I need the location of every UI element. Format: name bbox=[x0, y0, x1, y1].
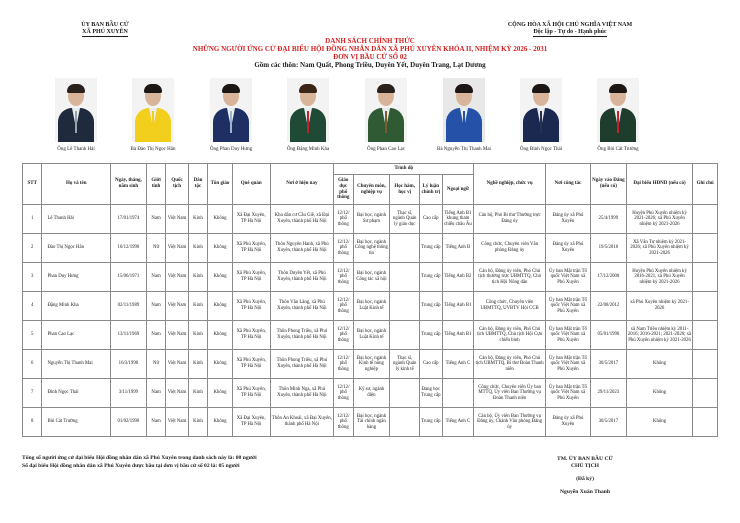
cell-delegate: Không bbox=[626, 408, 693, 437]
cell-workplace: Ủy ban Mặt trận Tổ quốc Việt Nam xã Phú Xuyên bbox=[545, 292, 590, 321]
table-row bbox=[23, 205, 718, 234]
cell-delegate: Huyện Phú Xuyên nhiệm kỳ 2016-2021, xã Phú Xuyên nhiệm kỳ 2021-2026 bbox=[626, 263, 693, 292]
cell-note bbox=[693, 205, 718, 234]
cell-gender: Nam bbox=[146, 379, 165, 408]
cell-note bbox=[693, 263, 718, 292]
cell-language: Tiếng Anh B1 bbox=[442, 292, 474, 321]
cell-specialty: Đại học, ngành Công nghệ thông tin bbox=[353, 234, 390, 263]
cell-note bbox=[693, 292, 718, 321]
cell-workplace: Đảng ủy xã Phú Xuyên bbox=[545, 205, 590, 234]
title-line3: ĐƠN VỊ BẦU CỬ SỐ 02 bbox=[333, 53, 407, 61]
cell-workplace: Đảng ủy xã Phú Xuyên bbox=[545, 408, 590, 437]
cell-language: Tiếng Anh C bbox=[442, 350, 474, 379]
candidate-caption: Bà Đào Thị Ngọc Hân bbox=[130, 147, 176, 152]
cell-gender: Nam bbox=[146, 408, 165, 437]
issuer-line1: ỦY BAN BẦU CỬ bbox=[81, 22, 129, 28]
cell-general-edu: 12/12/ phổ thông bbox=[334, 205, 353, 234]
cell-name: Lê Thanh Hải bbox=[42, 205, 111, 234]
cell-delegate: xã Phú Xuyên nhiệm kỳ 2021-2026 bbox=[626, 292, 693, 321]
cell-residence: Thôn Văn Lãng, xã Phú Xuyên, thành phố Hà Nội bbox=[270, 292, 333, 321]
header-religion: Tôn giáo bbox=[208, 164, 233, 205]
cell-specialty: Đại học, ngành Kinh tế nông nghiệp bbox=[353, 350, 390, 379]
summary-elected: Số đại biểu Hội đồng nhân dân xã Phú Xuyên được bầu tại đơn vị bầu cử số 02 là: 05 người bbox=[22, 462, 240, 469]
national-title: CỘNG HÒA XÃ HỘI CHỦ NGHĨA VIỆT NAM bbox=[507, 22, 633, 28]
candidate-card bbox=[501, 78, 581, 152]
cell-stt: 6 bbox=[23, 350, 42, 379]
signature-name: Nguyễn Xuân Thanh bbox=[560, 489, 610, 495]
cell-gender: Nữ bbox=[146, 350, 165, 379]
cell-specialty: Đại học, ngành Công tác xã hội bbox=[353, 263, 390, 292]
signature-block bbox=[520, 456, 650, 496]
cell-hometown: Xã Đại Xuyên, TP Hà Nội bbox=[232, 408, 270, 437]
national-motto: Độc lập - Tự do - Hạnh phúc bbox=[533, 29, 607, 35]
candidate-photo bbox=[597, 78, 639, 142]
cell-stt: 8 bbox=[23, 408, 42, 437]
cell-hometown: Xã Phú Xuyên, TP Hà Nội bbox=[232, 350, 270, 379]
table-row bbox=[23, 350, 718, 379]
national-header bbox=[470, 22, 670, 37]
cell-name: Bùi Cát Trường bbox=[42, 408, 111, 437]
cell-residence: Thôn Phong Triều, xã Phú Xuyên, thành phố Hà Nội bbox=[270, 350, 333, 379]
cell-nationality: Việt Nam bbox=[166, 321, 189, 350]
title-line1: DANH SÁCH CHÍNH THỨC bbox=[325, 37, 415, 45]
cell-political: Cao cấp bbox=[420, 350, 443, 379]
cell-name: Đào Thị Ngọc Hân bbox=[42, 234, 111, 263]
cell-stt: 2 bbox=[23, 234, 42, 263]
cell-language: Tiếng Anh B bbox=[442, 234, 474, 263]
cell-party-date: 29/11/2023 bbox=[590, 379, 626, 408]
cell-general-edu: 12/12/ phổ thông bbox=[334, 379, 353, 408]
summary bbox=[22, 455, 257, 470]
table-row bbox=[23, 234, 718, 263]
cell-political: Trung cấp bbox=[420, 408, 443, 437]
header-general-edu: Giáo dục phổ thông bbox=[334, 175, 353, 205]
cell-workplace: Ủy ban Mặt trận Tổ quốc Việt Nam xã Phú Xuyên bbox=[545, 263, 590, 292]
header-gender: Giới tính bbox=[146, 164, 165, 205]
cell-political: Trung cấp bbox=[420, 292, 443, 321]
header-nationality: Quốc tịch bbox=[166, 164, 189, 205]
cell-ethnicity: Kinh bbox=[188, 205, 207, 234]
header-hometown: Quê quán bbox=[232, 164, 270, 205]
cell-stt: 7 bbox=[23, 379, 42, 408]
cell-dob: 01/02/1990 bbox=[111, 408, 147, 437]
cell-specialty: Đại học, ngành Sư phạm bbox=[353, 205, 390, 234]
cell-residence: Thôn Minh Nga, xã Phú Xuyên, thành phố Hà Nội bbox=[270, 379, 333, 408]
cell-residence: Thôn Duyên Yết, xã Phú Xuyên, thành phố Hà Nội bbox=[270, 263, 333, 292]
header-stt: STT bbox=[23, 164, 42, 205]
header-specialty: Chuyên môn, nghiệp vụ bbox=[353, 175, 390, 205]
cell-religion: Không bbox=[208, 408, 233, 437]
candidate-card bbox=[36, 78, 116, 152]
cell-language: Tiếng Anh B1 khung tham chiếu châu Âu bbox=[442, 205, 474, 234]
table-row bbox=[23, 408, 718, 437]
cell-gender: Nam bbox=[146, 321, 165, 350]
cell-party-date: 22/08/2012 bbox=[590, 292, 626, 321]
cell-ethnicity: Kinh bbox=[188, 379, 207, 408]
cell-delegate: Xã Văn Tự nhiệm kỳ 2021-2026; xã Phú Xuyên nhiệm kỳ 2021-2026 bbox=[626, 234, 693, 263]
cell-occupation: Công chức, Chuyên viên UBMTTQ, UVBTV Hội CCB bbox=[474, 292, 546, 321]
cell-degree bbox=[390, 379, 420, 408]
cell-language: Tiếng Anh B1 bbox=[442, 321, 474, 350]
cell-general-edu: 12/12/ phổ thông bbox=[334, 321, 353, 350]
cell-specialty: Đại học, ngành Luật Kinh tế bbox=[353, 292, 390, 321]
cell-ethnicity: Kinh bbox=[188, 321, 207, 350]
candidate-photo bbox=[287, 78, 329, 142]
cell-language: Tiếng Anh B2 bbox=[442, 263, 474, 292]
cell-degree: Thạc sĩ, ngành Quản lý giáo dục bbox=[390, 205, 420, 234]
cell-workplace: Ủy ban Mặt trận Tổ quốc Việt Nam xã Phú Xuyên bbox=[545, 350, 590, 379]
header-language: Ngoại ngữ bbox=[442, 175, 474, 205]
cell-delegate: xã Nam Triều nhiệm kỳ 2011-2016; 2016-2021; 2021-2026; xã Phú Xuyên nhiệm kỳ 2021-2026 bbox=[626, 321, 693, 350]
cell-degree bbox=[390, 321, 420, 350]
cell-gender: Nam bbox=[146, 263, 165, 292]
header-political: Lý luận chính trị bbox=[420, 175, 443, 205]
cell-nationality: Việt Nam bbox=[166, 205, 189, 234]
cell-ethnicity: Kinh bbox=[188, 263, 207, 292]
cell-religion: Không bbox=[208, 234, 233, 263]
cell-residence: Thôn Nguyên Hanh, xã Phú Xuyên, thành phố Hà Nội bbox=[270, 234, 333, 263]
cell-stt: 3 bbox=[23, 263, 42, 292]
cell-delegate: Không bbox=[626, 350, 693, 379]
signature-status: (Đã ký) bbox=[576, 476, 594, 482]
cell-name: Phan Duy Hưng bbox=[42, 263, 111, 292]
cell-gender: Nam bbox=[146, 205, 165, 234]
signature-org: TM. ỦY BAN BẦU CỬ bbox=[557, 456, 613, 462]
cell-religion: Không bbox=[208, 379, 233, 408]
issuer-line2: XÃ PHÚ XUYÊN bbox=[82, 29, 128, 35]
cell-specialty: Đại học, ngành Luật Kinh tế bbox=[353, 321, 390, 350]
cell-note bbox=[693, 379, 718, 408]
cell-nationality: Việt Nam bbox=[166, 292, 189, 321]
cell-nationality: Việt Nam bbox=[166, 379, 189, 408]
candidate-card bbox=[346, 78, 426, 152]
header-party-date: Ngày vào Đảng (nếu có) bbox=[590, 164, 626, 205]
cell-party-date: 25/4/1999 bbox=[590, 205, 626, 234]
candidate-photos bbox=[0, 78, 740, 160]
cell-party-date: 19/5/2016 bbox=[590, 234, 626, 263]
title-line2: NHỮNG NGƯỜI ỨNG CỬ ĐẠI BIỂU HỘI ĐỒNG NHÂN DÂN XÃ PHÚ XUYÊN KHÓA II, NHIỆM KỲ 2026 - 2031 bbox=[192, 45, 548, 53]
header-name: Họ và tên bbox=[42, 164, 111, 205]
cell-religion: Không bbox=[208, 263, 233, 292]
cell-dob: 16/12/1990 bbox=[111, 234, 147, 263]
cell-dob: 02/11/1989 bbox=[111, 292, 147, 321]
candidate-card bbox=[113, 78, 193, 152]
cell-language bbox=[442, 379, 474, 408]
cell-ethnicity: Kinh bbox=[188, 292, 207, 321]
cell-dob: 3/11/1999 bbox=[111, 379, 147, 408]
candidate-photo bbox=[132, 78, 174, 142]
cell-name: Phan Cao Lạc bbox=[42, 321, 111, 350]
cell-degree bbox=[390, 263, 420, 292]
cell-nationality: Việt Nam bbox=[166, 408, 189, 437]
candidate-caption: Ông Đặng Minh Kha bbox=[286, 147, 330, 152]
cell-degree bbox=[390, 234, 420, 263]
cell-residence: Khu dân cư Cầu Giẽ, xã Đại Xuyên, thành phố Hà Nội bbox=[270, 205, 333, 234]
cell-general-edu: 12/12/ phổ thông bbox=[334, 292, 353, 321]
cell-gender: Nam bbox=[146, 292, 165, 321]
cell-occupation: Cán bộ, Phó Bí thư Thường trực Đảng ủy bbox=[474, 205, 546, 234]
cell-note bbox=[693, 234, 718, 263]
cell-religion: Không bbox=[208, 292, 233, 321]
cell-hometown: Xã Phú Xuyên, TP Hà Nội bbox=[232, 263, 270, 292]
summary-total: Tổng số người ứng cử đại biểu Hội đồng nhân dân xã Phú Xuyên trong danh sách này là: 08 người bbox=[22, 455, 257, 461]
cell-occupation: Cán bộ, Đảng ủy viên, Phó Chủ tịch UBMTTQ, Bí thư Đoàn Thanh niên bbox=[474, 350, 546, 379]
cell-hometown: Xã Đại Xuyên, TP Hà Nội bbox=[232, 205, 270, 234]
cell-specialty: Đại học, ngành Tài chính ngân hàng bbox=[353, 408, 390, 437]
cell-party-date: 30/5/2017 bbox=[590, 350, 626, 379]
table-row bbox=[23, 292, 718, 321]
cell-name: Đinh Ngọc Thái bbox=[42, 379, 111, 408]
cell-ethnicity: Kinh bbox=[188, 234, 207, 263]
cell-occupation: Cán bộ, Đảng ủy viên, Phó Chủ tịch thường trực UBMTTQ, Chủ tịch Hội Nông dân bbox=[474, 263, 546, 292]
candidate-card bbox=[268, 78, 348, 152]
cell-political: Đang học Trung cấp bbox=[420, 379, 443, 408]
cell-dob: 17/01/1974 bbox=[111, 205, 147, 234]
cell-religion: Không bbox=[208, 321, 233, 350]
cell-nationality: Việt Nam bbox=[166, 263, 189, 292]
cell-political: Trung cấp bbox=[420, 321, 443, 350]
cell-party-date: 17/12/2000 bbox=[590, 263, 626, 292]
header-residence: Nơi ở hiện nay bbox=[270, 164, 333, 205]
signature-title: CHỦ TỊCH bbox=[570, 463, 600, 469]
cell-dob: 16/3/1990 bbox=[111, 350, 147, 379]
table-row bbox=[23, 321, 718, 350]
cell-hometown: Xã Phú Xuyên, TP Hà Nội bbox=[232, 234, 270, 263]
header-degree: Học hàm, học vị bbox=[390, 175, 420, 205]
cell-occupation: Cán bộ, Ủy viên Ban Thường vụ Đảng ủy, Chánh Văn phòng Đảng ủy bbox=[474, 408, 546, 437]
cell-general-edu: 12/12/ phổ thông bbox=[334, 234, 353, 263]
cell-specialty: Kỹ sư, ngành điện bbox=[353, 379, 390, 408]
candidate-card bbox=[191, 78, 271, 152]
candidate-photo bbox=[210, 78, 252, 142]
document-title bbox=[150, 37, 590, 69]
candidate-caption: Ông Lê Thanh Hải bbox=[57, 147, 95, 152]
candidate-card bbox=[578, 78, 658, 152]
cell-name: Nguyễn Thị Thanh Mai bbox=[42, 350, 111, 379]
cell-dob: 13/11/1969 bbox=[111, 321, 147, 350]
header-education-group: Trình độ bbox=[334, 164, 474, 175]
cell-language: Tiếng Anh C bbox=[442, 408, 474, 437]
cell-occupation: Cán bộ, Đảng ủy viên, Phó Chủ tịch UBMTTQ, Chủ tịch Hội Cựu chiến binh bbox=[474, 321, 546, 350]
cell-hometown: Xã Phú Xuyên, TP Hà Nội bbox=[232, 379, 270, 408]
cell-nationality: Việt Nam bbox=[166, 350, 189, 379]
candidate-table bbox=[22, 163, 718, 437]
header-occupation: Nghề nghiệp, chức vụ bbox=[474, 164, 546, 205]
cell-ethnicity: Kinh bbox=[188, 408, 207, 437]
cell-note bbox=[693, 350, 718, 379]
cell-stt: 1 bbox=[23, 205, 42, 234]
cell-delegate: Huyện Phú Xuyên nhiệm kỳ 2021-2026; xã Phú Xuyên nhiệm kỳ 2021-2026 bbox=[626, 205, 693, 234]
cell-delegate: Không bbox=[626, 379, 693, 408]
cell-stt: 5 bbox=[23, 321, 42, 350]
candidate-photo bbox=[365, 78, 407, 142]
cell-dob: 15/06/1971 bbox=[111, 263, 147, 292]
cell-occupation: Công chức, Chuyên viên Ủy ban MTTQ, Ủy viên Ban Thường vụ Đoàn Thanh niên bbox=[474, 379, 546, 408]
cell-party-date: 05/01/1990 bbox=[590, 321, 626, 350]
cell-general-edu: 12/12/ phổ thông bbox=[334, 350, 353, 379]
cell-note bbox=[693, 321, 718, 350]
candidate-photo bbox=[55, 78, 97, 142]
candidate-photo bbox=[520, 78, 562, 142]
cell-workplace: Ủy ban Mặt trận Tổ quốc Việt Nam xã Phú Xuyên bbox=[545, 321, 590, 350]
cell-workplace: Đảng ủy xã Phú Xuyên bbox=[545, 234, 590, 263]
table-row bbox=[23, 263, 718, 292]
cell-residence: Thôn Phong Triều, xã Phú Xuyên, thành phố Hà Nội bbox=[270, 321, 333, 350]
cell-hometown: Xã Phú Xuyên, TP Hà Nội bbox=[232, 321, 270, 350]
header-delegate: Đại biểu HĐND (nếu có) bbox=[626, 164, 693, 205]
cell-general-edu: 12/12/ phổ thông bbox=[334, 263, 353, 292]
cell-political: Cao cấp bbox=[420, 205, 443, 234]
cell-note bbox=[693, 408, 718, 437]
candidate-caption: Ông Đinh Ngọc Thái bbox=[519, 147, 563, 152]
cell-religion: Không bbox=[208, 205, 233, 234]
cell-stt: 4 bbox=[23, 292, 42, 321]
candidate-caption: Ông Phan Cao Lạc bbox=[367, 147, 405, 152]
issuer-header bbox=[60, 22, 150, 37]
cell-political: Trung cấp bbox=[420, 263, 443, 292]
candidate-caption: Ông Phan Duy Hưng bbox=[209, 147, 253, 152]
cell-political: Trung cấp bbox=[420, 234, 443, 263]
header-workplace: Nơi công tác bbox=[545, 164, 590, 205]
cell-residence: Thôn An Khoái, xã Đại Xuyên, thành phố Hà Nội bbox=[270, 408, 333, 437]
candidate-caption: Ông Bùi Cát Trường bbox=[597, 147, 639, 152]
candidate-photo bbox=[443, 78, 485, 142]
cell-degree: Thạc sĩ, ngành Quản lý kinh tế bbox=[390, 350, 420, 379]
cell-general-edu: 12/12/ phổ thông bbox=[334, 408, 353, 437]
candidate-caption: Bà Nguyễn Thị Thanh Mai bbox=[437, 147, 491, 152]
cell-ethnicity: Kinh bbox=[188, 350, 207, 379]
cell-name: Đặng Minh Kha bbox=[42, 292, 111, 321]
header-ethnicity: Dân tộc bbox=[188, 164, 207, 205]
header-note: Ghi chú bbox=[693, 164, 718, 205]
table-row bbox=[23, 379, 718, 408]
title-line4: Gồm các thôn: Nam Quất, Phong Triều, Duyên Yết, Duyên Trang, Lạt Dương bbox=[254, 61, 486, 69]
header-dob: Ngày, tháng, năm sinh bbox=[111, 164, 147, 205]
cell-nationality: Việt Nam bbox=[166, 234, 189, 263]
candidate-card bbox=[424, 78, 504, 152]
cell-party-date: 30/5/2017 bbox=[590, 408, 626, 437]
cell-degree bbox=[390, 408, 420, 437]
cell-workplace: Ủy ban Mặt trận Tổ quốc Việt Nam xã Phú Xuyên bbox=[545, 379, 590, 408]
cell-degree bbox=[390, 292, 420, 321]
cell-occupation: Công chức, Chuyên viên Văn phòng Đảng ủy bbox=[474, 234, 546, 263]
cell-gender: Nữ bbox=[146, 234, 165, 263]
cell-religion: Không bbox=[208, 350, 233, 379]
cell-hometown: Xã Phú Xuyên, TP Hà Nội bbox=[232, 292, 270, 321]
